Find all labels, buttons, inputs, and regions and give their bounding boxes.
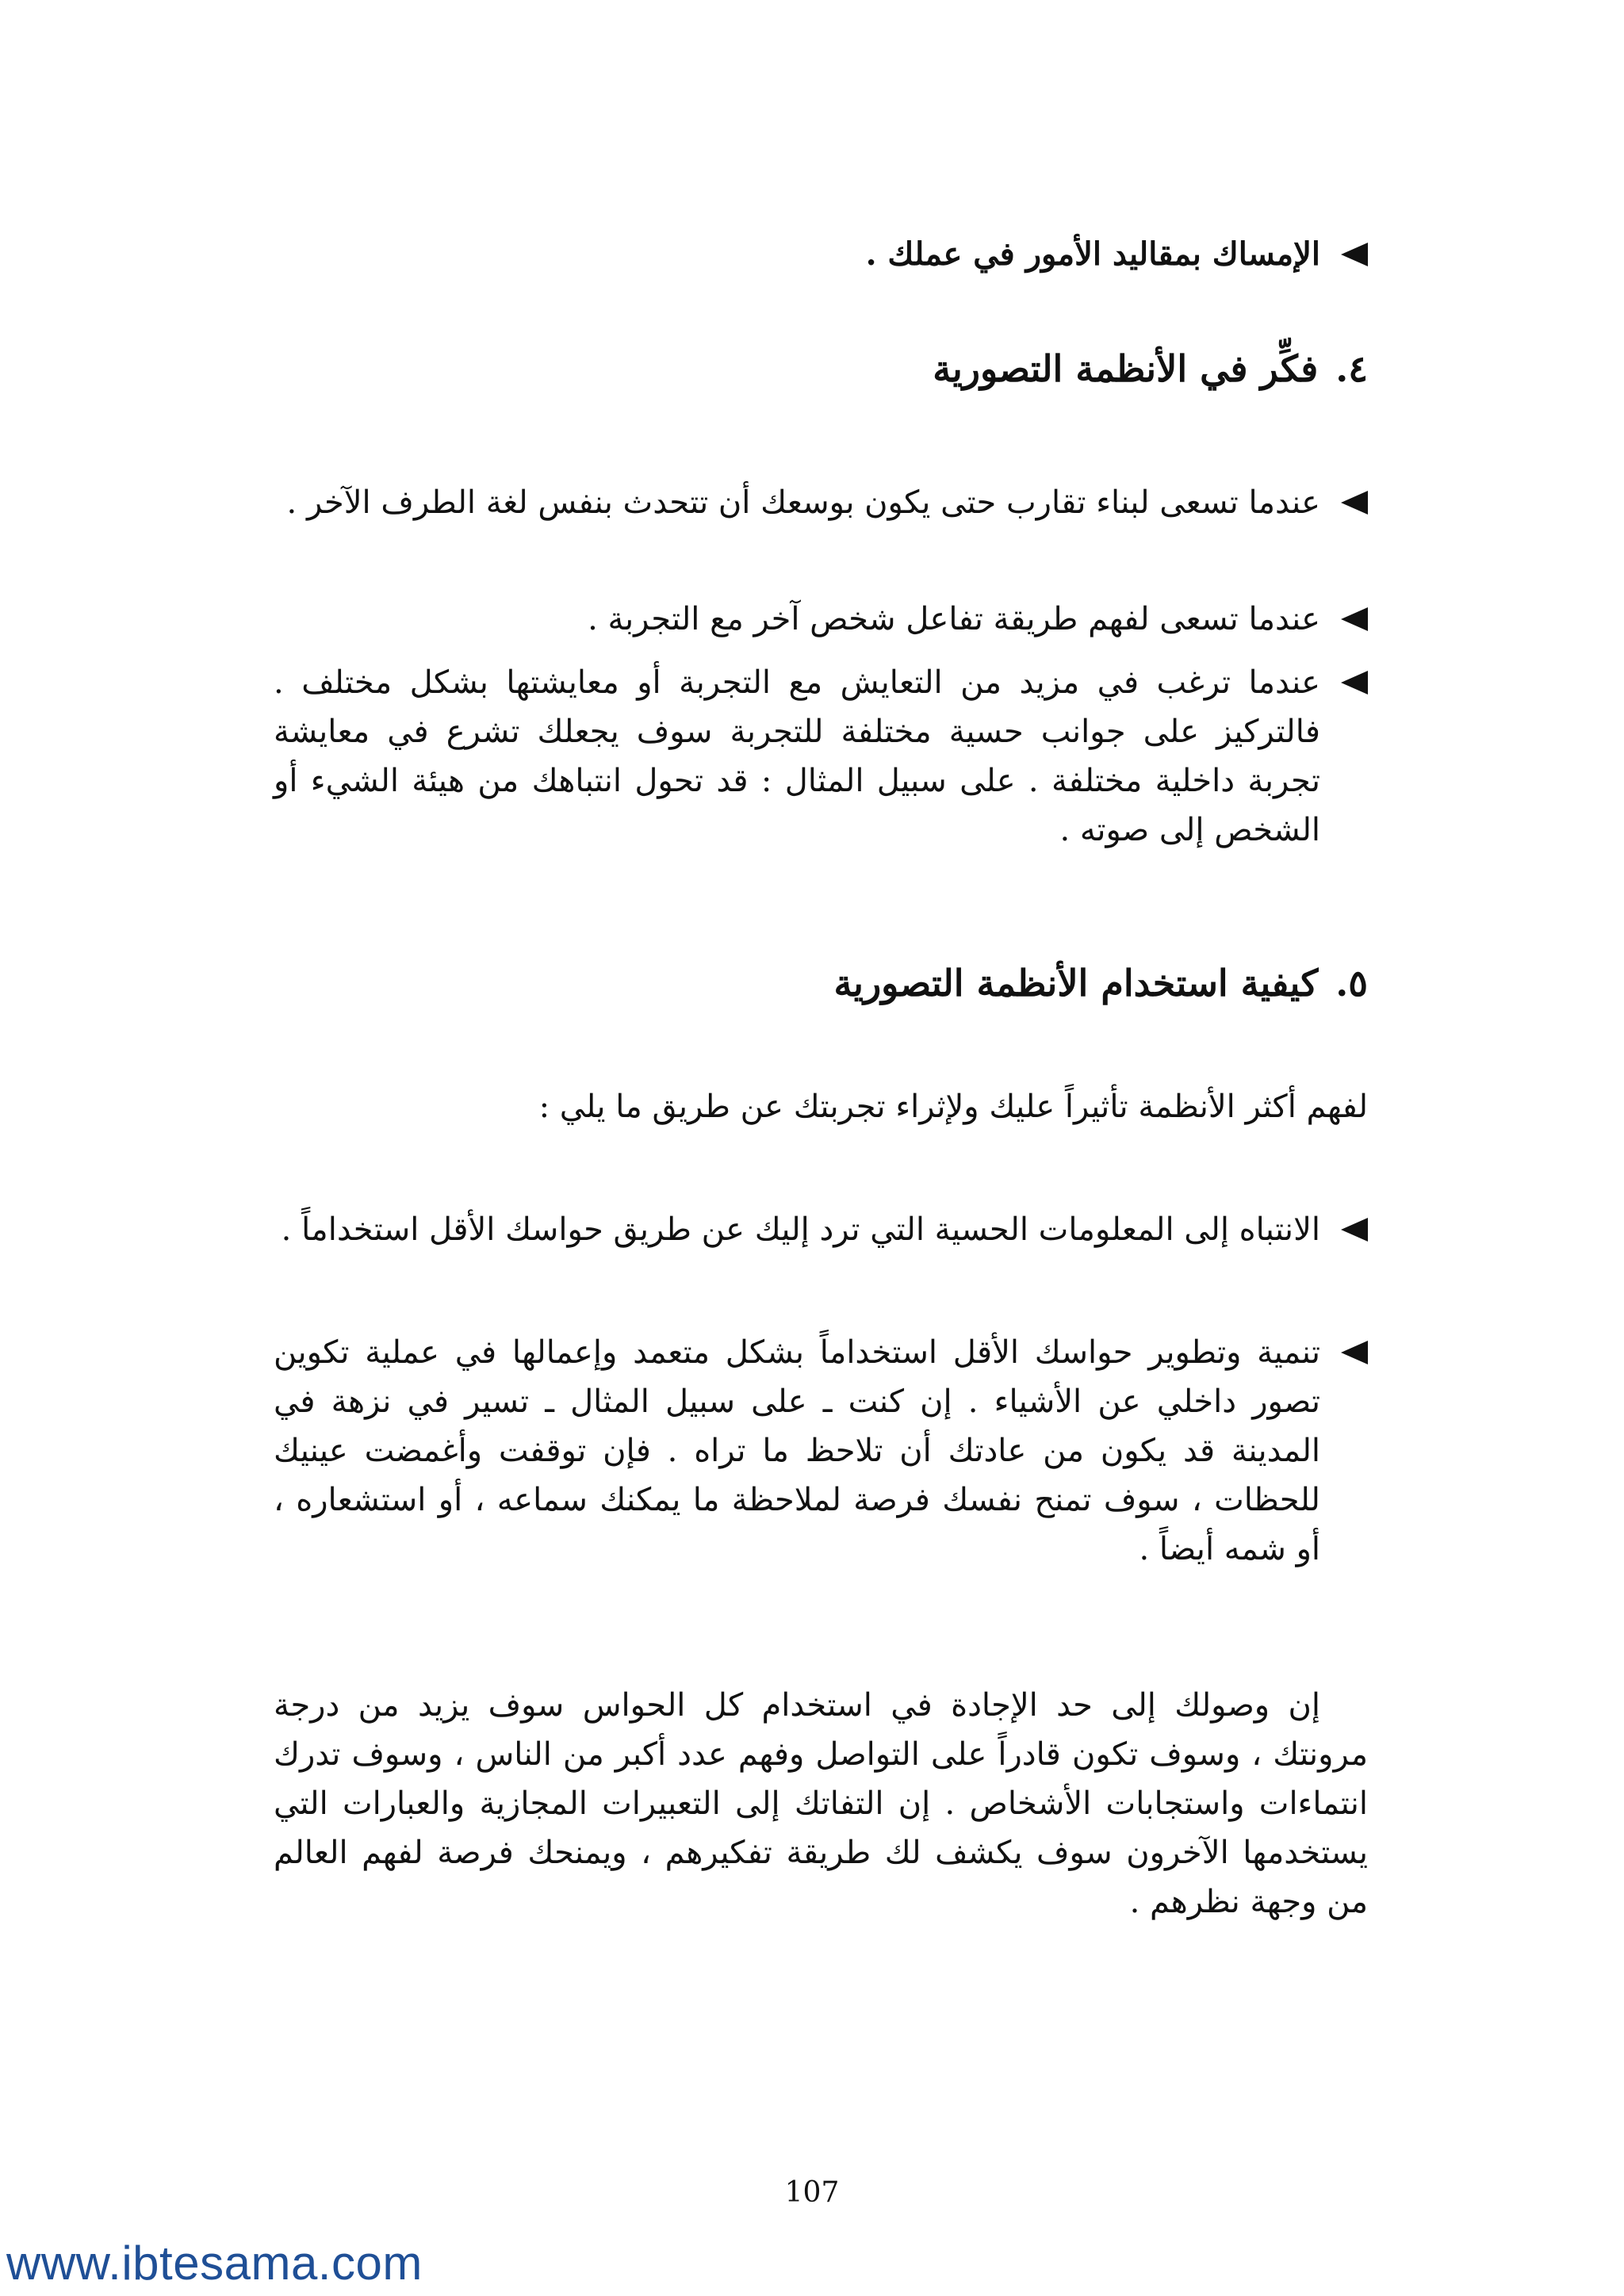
bullet-triangle-icon (1320, 478, 1368, 527)
watermark-url: www.ibtesama.com (6, 2237, 423, 2290)
section-heading-4 (274, 341, 1368, 396)
list-item (274, 230, 1368, 279)
list-item (274, 1328, 1368, 1574)
section-title: فكِّر في الأنظمة التصورية (933, 347, 1319, 390)
list-item (274, 595, 1368, 644)
bullet-triangle-icon (1320, 230, 1368, 279)
list-item-text: عندما تسعى لبناء تقارب حتى يكون بوسعك أن تتحدث بنفس لغة الطرف الآخر . (286, 484, 1320, 521)
list-item-text: تنمية وتطوير حواسك الأقل استخداماً بشكل متعمد وإعمالها في عملية تكوين تصور داخلي عن الأشياء . إن كنت ـ على سبيل المثال ـ تسير في نزهة في المدينة قد يكون من عادتك أن تلاحظ ما تراه . فإن توقفت وأغمضت عينيك للحظات ، سوف تمنح نفسك فرصة لملاحظة ما يمكنك سماعه ، أو استشعاره ، أو شمه أيضاً . (274, 1334, 1321, 1567)
section-title: كيفية استخدام الأنظمة التصورية (833, 962, 1319, 1004)
bullet-triangle-icon (1320, 595, 1368, 644)
section-number: ٤. (1335, 347, 1368, 390)
bullet-triangle-icon (1320, 1328, 1368, 1377)
section-intro: لفهم أكثر الأنظمة تأثيراً عليك ولإثراء تجربتك عن طريق ما يلي : (538, 1089, 1368, 1125)
section-number: ٥. (1335, 962, 1368, 1004)
closing-paragraph: إن وصولك إلى حد الإجادة في استخدام كل الحواس سوف يزيد من درجة مرونتك ، وسوف تكون قادراً على التواصل وفهم عدد أكبر من الناس ، وسوف تدرك انتماءات واستجابات الأشخاص . إن التفاتك إلى التعبيرات المجازية والعبارات التي يستخدمها الآخرون سوف يكشف لك طريقة تفكيرهم ، ويمنحك فرصة لفهم العالم من وجهة نظرهم . (274, 1687, 1368, 1920)
list-item (274, 478, 1368, 527)
list-item (274, 658, 1368, 855)
list-item-text: عندما ترغب في مزيد من التعايش مع التجربة أو معايشتها بشكل مختلف . فالتركيز على جوانب حسية مختلفة للتجربة سوف يجعلك تشرع في معايشة تجربة داخلية مختلفة . على سبيل المثال : قد تحول انتباهك من هيئة الشيء أو الشخص إلى صوته . (274, 664, 1320, 848)
list-item-text: الانتباه إلى المعلومات الحسية التي ترد إليك عن طريق حواسك الأقل استخداماً . (281, 1211, 1320, 1248)
bullet-triangle-icon (1320, 1205, 1368, 1254)
section-heading-5 (274, 955, 1368, 1011)
list-item-text: عندما تسعى لفهم طريقة تفاعل شخص آخر مع التجربة . (588, 601, 1320, 637)
bullet-triangle-icon (1320, 658, 1368, 707)
list-item (274, 1205, 1368, 1254)
page-number: 107 (784, 2176, 840, 2209)
list-item-text: الإمساك بمقاليد الأمور في عملك . (865, 235, 1320, 273)
